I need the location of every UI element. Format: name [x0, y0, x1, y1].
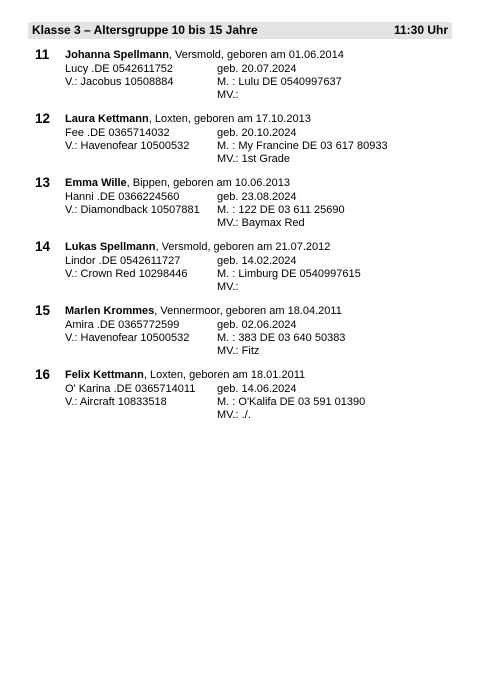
entry-item	[0, 303, 480, 367]
rider-line	[65, 112, 311, 126]
entry-item	[0, 111, 480, 175]
horse-mother: M. : 122 DE 03 611 25690	[217, 204, 345, 216]
entry-item	[0, 47, 480, 111]
rider-line	[65, 176, 290, 190]
entry-number: 12	[35, 111, 51, 126]
rider-line	[65, 368, 305, 382]
horse-maternal-sire: MV.:	[217, 281, 239, 293]
rider-details: , Bippen, geboren am 10.06.2013	[126, 177, 290, 189]
rider-name: Johanna Spellmann	[65, 49, 169, 61]
rider-line	[65, 240, 330, 254]
horse-birthdate: geb. 20.10.2024	[217, 127, 297, 139]
horse-mother: M. : Limburg DE 0540997615	[217, 268, 361, 280]
entry-item	[0, 239, 480, 303]
entry-number: 14	[35, 239, 51, 254]
entry-list	[0, 47, 480, 431]
horse-maternal-sire: MV.: Baymax Red	[217, 217, 305, 229]
rider-name: Marlen Krommes	[65, 305, 155, 317]
entry-number: 13	[35, 175, 51, 190]
rider-details: , Loxten, geboren am 17.10.2013	[148, 113, 311, 125]
rider-line	[65, 48, 344, 62]
entry-item	[0, 367, 480, 431]
class-header	[28, 22, 452, 39]
horse-birthdate: geb. 02.06.2024	[217, 319, 297, 331]
horse-sire: V.: Diamondback 10507881	[65, 204, 200, 216]
horse-birthdate: geb. 23.08.2024	[217, 191, 297, 203]
horse-sire: V.: Havenofear 10500532	[65, 332, 190, 344]
horse-mother: M. : O'Kalifa DE 03 591 01390	[217, 396, 366, 408]
horse-mother: M. : Lulu DE 0540997637	[217, 76, 342, 88]
horse-name: Lindor .DE 0542611727	[65, 255, 181, 267]
horse-maternal-sire: MV.: Fitz	[217, 345, 260, 357]
horse-name: O' Karina .DE 0365714011	[65, 383, 196, 395]
rider-name: Laura Kettmann	[65, 113, 149, 125]
horse-name: Amira .DE 0365772599	[65, 319, 180, 331]
entry-number: 15	[35, 303, 51, 318]
horse-sire: V.: Havenofear 10500532	[65, 140, 190, 152]
horse-maternal-sire: MV.: 1st Grade	[217, 153, 290, 165]
rider-details: , Versmold, geboren am 01.06.2014	[168, 49, 344, 61]
rider-details: , Vennermoor, geboren am 18.04.2011	[154, 305, 342, 317]
entry-number: 11	[35, 47, 50, 62]
entry-item	[0, 175, 480, 239]
class-start-time: 11:30 Uhr	[393, 23, 448, 37]
rider-line	[65, 304, 342, 318]
horse-sire: V.: Aircraft 10833518	[65, 396, 167, 408]
horse-name: Hanni .DE 0366224560	[65, 191, 180, 203]
rider-name: Emma Wille	[65, 177, 127, 189]
horse-birthdate: geb. 14.02.2024	[217, 255, 297, 267]
horse-mother: M. : My Francine DE 03 617 80933	[217, 140, 388, 152]
rider-details: , Loxten, geboren am 18.01.2011	[143, 369, 306, 381]
rider-name: Lukas Spellmann	[65, 241, 156, 253]
entry-number: 16	[35, 367, 51, 382]
horse-birthdate: geb. 20.07.2024	[217, 63, 297, 75]
horse-sire: V.: Jacobus 10508884	[65, 76, 174, 88]
horse-name: Fee .DE 0365714032	[65, 127, 170, 139]
horse-mother: M. : 383 DE 03 640 50383	[217, 332, 346, 344]
rider-details: , Versmold, geboren am 21.07.2012	[155, 241, 331, 253]
class-title: Klasse 3 – Altersgruppe 10 bis 15 Jahre	[32, 23, 258, 37]
rider-name: Felix Kettmann	[65, 369, 144, 381]
horse-maternal-sire: MV.:	[217, 89, 239, 101]
horse-sire: V.: Crown Red 10298446	[65, 268, 188, 280]
horse-name: Lucy .DE 0542611752	[65, 63, 174, 75]
horse-maternal-sire: MV.: ./.	[217, 409, 251, 421]
horse-birthdate: geb. 14.06.2024	[217, 383, 297, 395]
